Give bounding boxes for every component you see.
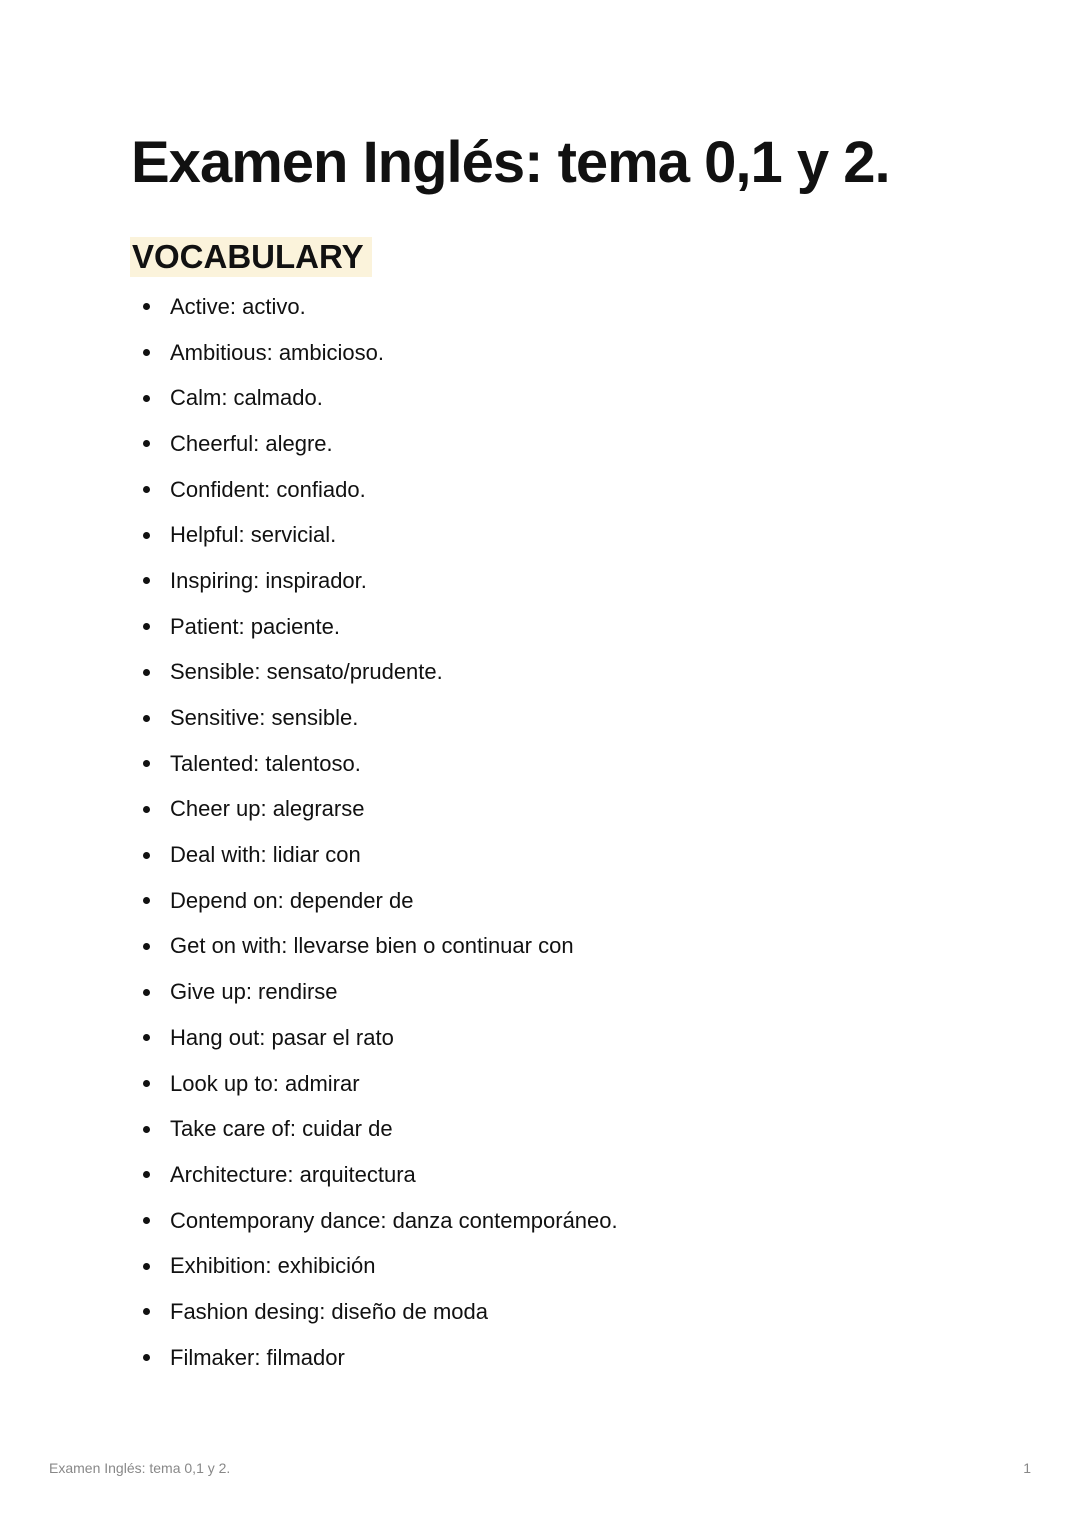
bullet-icon — [143, 1354, 150, 1361]
list-item-text: Helpful: servicial. — [170, 522, 337, 548]
bullet-icon — [143, 349, 150, 356]
bullet-icon — [143, 395, 150, 402]
section-heading-vocabulary: VOCABULARY — [130, 237, 372, 277]
list-item — [0, 421, 1080, 467]
list-item-text: Ambitious: ambicioso. — [170, 339, 384, 365]
bullet-icon — [143, 1126, 150, 1133]
list-item-text: Inspiring: inspirador. — [170, 567, 367, 593]
bullet-icon — [143, 669, 150, 676]
list-item — [0, 650, 1080, 696]
bullet-icon — [143, 806, 150, 813]
list-item-text: Exhibition: exhibición — [170, 1253, 376, 1279]
bullet-icon — [143, 577, 150, 584]
list-item-text: Active: activo. — [170, 293, 306, 319]
list-item-text: Deal with: lidiar con — [170, 842, 361, 868]
list-item-text: Sensitive: sensible. — [170, 705, 359, 731]
list-item — [0, 969, 1080, 1015]
list-item-text: Cheer up: alegrarse — [170, 796, 365, 822]
bullet-icon — [143, 989, 150, 996]
list-item — [0, 558, 1080, 604]
list-item — [0, 1106, 1080, 1152]
bullet-icon — [143, 1263, 150, 1270]
footer-document-title: Examen Inglés: tema 0,1 y 2. — [49, 1460, 231, 1476]
list-item-text: Confident: confiado. — [170, 476, 366, 502]
bullet-icon — [143, 715, 150, 722]
list-item-text: Get on with: llevarse bien o continuar con — [170, 933, 574, 959]
list-item — [0, 1061, 1080, 1107]
bullet-icon — [143, 440, 150, 447]
list-item — [0, 1015, 1080, 1061]
list-item-text: Give up: rendirse — [170, 979, 338, 1005]
list-item-text: Filmaker: filmador — [170, 1344, 345, 1370]
list-item — [0, 741, 1080, 787]
list-item-text: Take care of: cuidar de — [170, 1116, 393, 1142]
list-item — [0, 924, 1080, 970]
footer-page-number: 1 — [1023, 1460, 1031, 1476]
list-item — [0, 375, 1080, 421]
bullet-icon — [143, 1034, 150, 1041]
bullet-icon — [143, 1080, 150, 1087]
bullet-icon — [143, 303, 150, 310]
list-item-text: Calm: calmado. — [170, 385, 323, 411]
list-item — [0, 1243, 1080, 1289]
bullet-icon — [143, 897, 150, 904]
bullet-icon — [143, 1171, 150, 1178]
list-item — [0, 787, 1080, 833]
bullet-icon — [143, 486, 150, 493]
list-item — [0, 878, 1080, 924]
list-item — [0, 1289, 1080, 1335]
list-item-text: Patient: paciente. — [170, 613, 341, 639]
list-item — [0, 1152, 1080, 1198]
list-item — [0, 284, 1080, 330]
list-item — [0, 330, 1080, 376]
list-item — [0, 1198, 1080, 1244]
bullet-icon — [143, 532, 150, 539]
bullet-icon — [143, 623, 150, 630]
page-title: Examen Inglés: tema 0,1 y 2. — [131, 130, 890, 195]
list-item-text: Sensible: sensato/prudente. — [170, 659, 443, 685]
list-item — [0, 695, 1080, 741]
list-item-text: Contemporany dance: danza contemporáneo. — [170, 1207, 618, 1233]
bullet-icon — [143, 760, 150, 767]
list-item-text: Architecture: arquitectura — [170, 1161, 416, 1187]
bullet-icon — [143, 943, 150, 950]
list-item — [0, 604, 1080, 650]
vocabulary-list — [0, 284, 1080, 1381]
list-item — [0, 512, 1080, 558]
list-item-text: Fashion desing: diseño de moda — [170, 1298, 488, 1324]
bullet-icon — [143, 1308, 150, 1315]
list-item — [0, 1335, 1080, 1381]
bullet-icon — [143, 852, 150, 859]
list-item-text: Hang out: pasar el rato — [170, 1024, 394, 1050]
list-item-text: Depend on: depender de — [170, 887, 414, 913]
list-item — [0, 832, 1080, 878]
list-item-text: Talented: talentoso. — [170, 750, 361, 776]
list-item-text: Cheerful: alegre. — [170, 430, 333, 456]
bullet-icon — [143, 1217, 150, 1224]
list-item-text: Look up to: admirar — [170, 1070, 360, 1096]
list-item — [0, 467, 1080, 513]
